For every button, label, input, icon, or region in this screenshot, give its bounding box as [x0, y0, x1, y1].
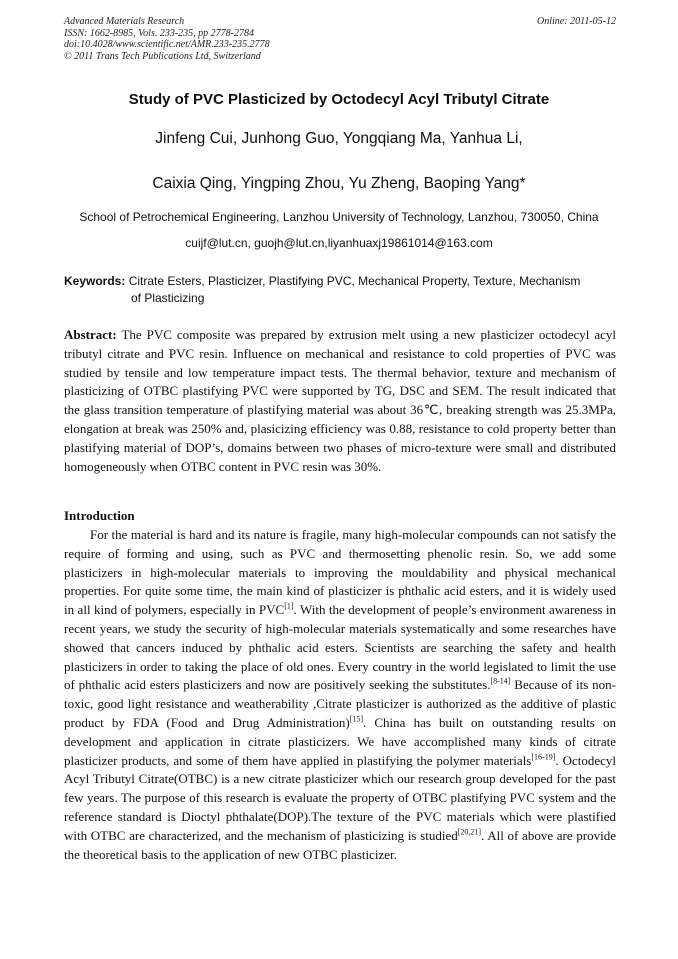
keywords-label: Keywords: — [64, 274, 126, 288]
intro-text-2: . With the development of people’s environment awareness in recent years, we study the security of high-molecular materials systematically and some researches have showed that cancers induced by phthalic acid esters. Scientists are searching the safety and health plasticizers in order to taking the place of old ones. Every country in the world legislated to limit the use of phthalic acid esters plasticizers and now are positively seeking the substitutes. — [64, 602, 616, 693]
intro-text-3: Because of its non-toxic, good light resistance and weatherability ,Citrate plasticizer is authorized as the additive of plastic product by FDA (Food and Drug Administration) — [64, 677, 616, 730]
paper-title: Study of PVC Plasticized by Octodecyl Acyl Tributyl Citrate — [128, 91, 550, 108]
keywords-block — [64, 273, 616, 307]
citation-ref: [16-19] — [531, 752, 556, 762]
affiliation: School of Petrochemical Engineering, Lanzhou University of Technology, Lanzhou, 730050, China — [79, 210, 599, 224]
citation-ref: [15] — [349, 714, 363, 724]
journal-issn: ISSN: 1662-8985, Vols. 233-235, pp 2778-2784 — [64, 27, 254, 39]
introduction-paragraph — [64, 526, 616, 864]
author-emails[interactable]: cuijf@lut.cn, guojh@lut.cn,liyanhuaxj19861014@163.com — [185, 236, 493, 250]
citation-ref: [20,21] — [457, 827, 482, 837]
journal-doi: doi:10.4028/www.scientific.net/AMR.233-235.2778 — [64, 39, 270, 50]
intro-text-4: . China has built on outstanding results on development and application in citrate plasticizers. We have accomplished many kinds of citrate plasticizer products, and some of them have applied in plastifying the polymer materials — [64, 714, 616, 768]
citation-ref: [8-14] — [490, 677, 511, 687]
authors-line-2: Caixia Qing, Yingping Zhou, Yu Zheng, Baoping Yang* — [152, 175, 526, 192]
keywords-line-2: of Plasticizing — [131, 291, 205, 305]
journal-header — [64, 16, 616, 62]
abstract-text: The PVC composite was prepared by extrusion melt using a new plasticizer octodecyl acyl tributyl citrate and PVC resin. Influence on mechanical and resistance to cold properties of PVC was studied by tensile and low temperature impact tests. The thermal behavior, texture and mechanism of plasticizing of OTBC plastifying PVC were supported by TG, DSC and SEM. The result indicated that the glass transition temperature of plastifying material was about 36℃, breaking strength was 25.3MPa, elongation at break was 250% and, plasicizing efficiency was 0.88, resistance to cold property better than plastifying material of DOP’s, domains between two phases of micro-texture were small and distributed homogeneously when OTBC content in PVC resin was 30%. — [64, 327, 617, 474]
authors-line-1: Jinfeng Cui, Junhong Guo, Yongqiang Ma, Yanhua Li, — [155, 130, 523, 147]
keywords-line-1: Citrate Esters, Plasticizer, Plastifying PVC, Mechanical Property, Texture, Mechanism — [128, 274, 581, 288]
intro-text-5: . Octodecyl Acyl Tributyl Citrate(OTBC) is a new citrate plasticizer which our research group developed for the past few years. The purpose of this research is evaluate the property of OTBC plastifying PVC system and the reference standard is Dioctyl phthalate(DOP).The texture of the PVC materials which were plastified with OTBC are characterized, and the mechanism of plasticizing is studied — [64, 752, 617, 843]
journal-copyright: © 2011 Trans Tech Publications Ltd, Switzerland — [64, 50, 261, 62]
abstract-label: Abstract: — [64, 327, 117, 342]
journal-name: Advanced Materials Research — [64, 16, 185, 27]
online-date: Online: 2011-05-12 — [537, 16, 616, 27]
abstract-block — [64, 326, 616, 476]
citation-ref: [1] — [284, 601, 294, 611]
introduction-heading: Introduction — [64, 508, 135, 523]
intro-text-6: . All of above are provide the theoretical basis to the application of new OTBC plasticizer. — [64, 827, 617, 862]
intro-text-1: For the material is hard and its nature is fragile, many high-molecular compounds can not satisfy the require of forming and using, such as PVC and thermosetting phenolic resin. So, we add some plasticizers in high-molecular materials to improving the mouldability and physical mechanical properties. For quite some time, the main kind of plasticizer is phthalic acid esters, and it is widely used in all kind of polymers, especially in PVC — [64, 527, 616, 618]
